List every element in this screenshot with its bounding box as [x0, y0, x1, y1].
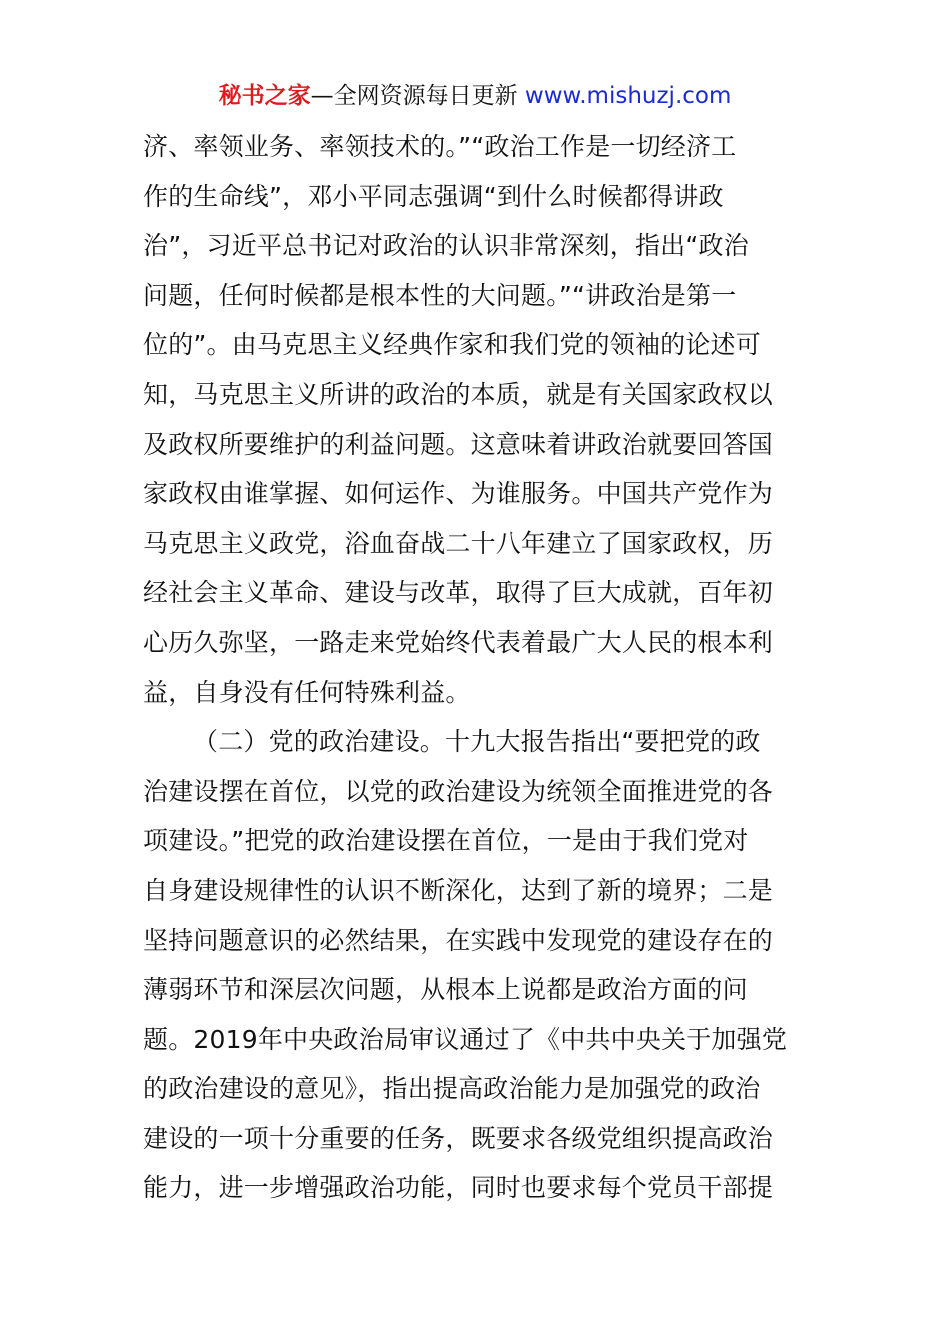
text-line: 的政治建设的意见》，指出提高政治能力是加强党的政治 [143, 1074, 761, 1104]
text-line: 问题，任何时候都是根本性的大问题。”“讲政治是第一 [143, 280, 737, 310]
text-line: 能力，进一步增强政治功能，同时也要求每个党员干部提 [143, 1173, 774, 1203]
text-line: 作的生命线”，邓小平同志强调“到什么时候都得讲政 [143, 181, 724, 211]
text-line: 坚持问题意识的必然结果，在实践中发现党的建设存在的 [143, 925, 774, 955]
text-line: 知，马克思主义所讲的政治的本质，就是有关国家政权以 [143, 379, 774, 409]
text-line: 济、率领业务、率领技术的。”“政治工作是一切经济工 [143, 132, 737, 161]
brand-name: 秘书之家 [218, 83, 311, 109]
text-line: 及政权所要维护的利益问题。这意味着讲政治就要回答国 [143, 429, 774, 459]
text-line: 马克思主义政党，浴血奋战二十八年建立了国家政权，历 [143, 528, 774, 558]
text-line: 心历久弥坚，一路走来党始终代表着最广大人民的根本利 [143, 627, 774, 657]
text-line: 薄弱环节和深层次问题，从根本上说都是政治方面的问 [143, 975, 748, 1005]
text-line: 家政权由谁掌握、如何运作、为谁服务。中国共产党作为 [143, 479, 774, 509]
text-line: 位的”。由马克思主义经典作家和我们党的领袖的论述可 [143, 330, 761, 360]
text-line: 自身建设规律性的认识不断深化，达到了新的境界；二是 [143, 875, 774, 905]
section-heading-line: （二）党的政治建设。十九大报告指出“要把党的政 [193, 727, 761, 757]
text-line: 治”，习近平总书记对政治的认识非常深刻，指出“政治 [143, 231, 749, 261]
text-line: 项建设。”把党的政治建设摆在首位，一是由于我们党对 [143, 826, 749, 856]
document-body [143, 122, 813, 1213]
page-header [0, 80, 950, 112]
text-line: 题。2019年中央政治局审议通过了《中共中央关于加强党 [143, 1024, 788, 1054]
text-line: 经社会主义革命、建设与改革，取得了巨大成就，百年初 [143, 578, 774, 608]
text-line: 治建设摆在首位，以党的政治建设为统领全面推进党的各 [143, 776, 774, 806]
header-tagline: —全网资源每日更新 [310, 83, 518, 109]
site-url-link[interactable]: www.mishuzj.com [524, 83, 732, 109]
text-line: 益，自身没有任何特殊利益。 [143, 677, 471, 707]
text-line: 建设的一项十分重要的任务，既要求各级党组织提高政治 [143, 1123, 774, 1153]
